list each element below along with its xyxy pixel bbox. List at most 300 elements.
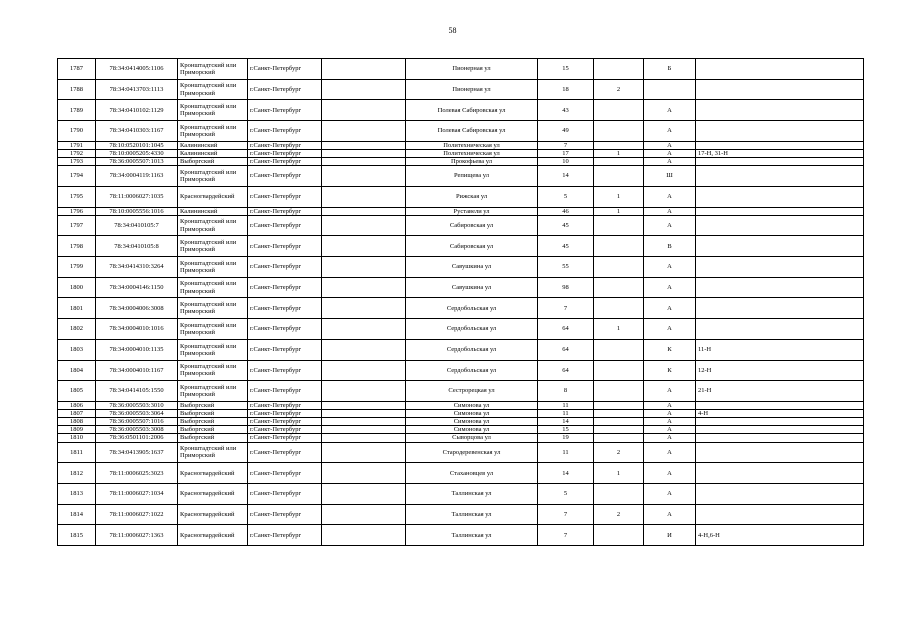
district-name: Кронштадтский или Приморский bbox=[178, 79, 248, 100]
cadastral-number: 78:34:0413703:1113 bbox=[96, 79, 178, 100]
blank-cell bbox=[322, 257, 406, 278]
row-number: 1803 bbox=[58, 339, 96, 360]
building-number: 2 bbox=[594, 504, 644, 525]
cadastral-number: 78:36:0005507:1016 bbox=[96, 418, 178, 426]
cadastral-number: 78:34:0004006:3008 bbox=[96, 298, 178, 319]
street-name: Пионерная ул bbox=[406, 59, 538, 80]
litera: А bbox=[644, 158, 696, 166]
blank-cell bbox=[322, 149, 406, 157]
blank-cell bbox=[322, 381, 406, 402]
district-name: Кронштадтский или Приморский bbox=[178, 257, 248, 278]
cadastral-number: 78:36:0501101:2006 bbox=[96, 434, 178, 442]
cadastral-number: 78:36:0005503:3010 bbox=[96, 401, 178, 409]
house-number: 55 bbox=[538, 257, 594, 278]
blank-cell bbox=[322, 339, 406, 360]
premises-number bbox=[696, 319, 864, 340]
premises-number: 12-Н bbox=[696, 360, 864, 381]
house-number: 49 bbox=[538, 121, 594, 142]
cadastral-number: 78:34:0414105:1550 bbox=[96, 381, 178, 402]
table-row bbox=[58, 434, 864, 442]
table-row bbox=[58, 149, 864, 157]
house-number: 43 bbox=[538, 100, 594, 121]
street-name: Полевая Сабировская ул bbox=[406, 100, 538, 121]
litera: А bbox=[644, 257, 696, 278]
city-name: г.Санкт-Петербург bbox=[248, 121, 322, 142]
litera: А bbox=[644, 504, 696, 525]
blank-cell bbox=[322, 121, 406, 142]
table-row bbox=[58, 463, 864, 484]
district-name: Красногвардейский bbox=[178, 463, 248, 484]
cadastral-number: 78:34:0414005:1106 bbox=[96, 59, 178, 80]
city-name: г.Санкт-Петербург bbox=[248, 166, 322, 187]
street-name: Репищева ул bbox=[406, 166, 538, 187]
table-row bbox=[58, 298, 864, 319]
street-name: Симонова ул bbox=[406, 426, 538, 434]
blank-cell bbox=[322, 410, 406, 418]
house-number: 45 bbox=[538, 236, 594, 257]
city-name: г.Санкт-Петербург bbox=[248, 434, 322, 442]
building-number bbox=[594, 525, 644, 546]
house-number: 7 bbox=[538, 141, 594, 149]
row-number: 1787 bbox=[58, 59, 96, 80]
premises-number bbox=[696, 298, 864, 319]
litera: А bbox=[644, 121, 696, 142]
street-name: Сыворцова ул bbox=[406, 434, 538, 442]
building-number bbox=[594, 298, 644, 319]
cadastral-number: 78:36:0005507:1013 bbox=[96, 158, 178, 166]
blank-cell bbox=[322, 298, 406, 319]
litera: Ш bbox=[644, 166, 696, 187]
district-name: Кронштадтский или Приморский bbox=[178, 319, 248, 340]
cadastral-number: 78:36:0005503:3008 bbox=[96, 426, 178, 434]
row-number: 1808 bbox=[58, 418, 96, 426]
house-number: 5 bbox=[538, 186, 594, 207]
district-name: Кронштадтский или Приморский bbox=[178, 339, 248, 360]
building-number bbox=[594, 236, 644, 257]
premises-number bbox=[696, 257, 864, 278]
cadastral-number: 78:34:0004146:1150 bbox=[96, 277, 178, 298]
row-number: 1789 bbox=[58, 100, 96, 121]
litera: А bbox=[644, 186, 696, 207]
street-name: Политехническая ул bbox=[406, 141, 538, 149]
premises-number bbox=[696, 426, 864, 434]
building-number: 1 bbox=[594, 463, 644, 484]
blank-cell bbox=[322, 215, 406, 236]
table-body bbox=[58, 59, 864, 546]
blank-cell bbox=[322, 442, 406, 463]
page-number: 58 bbox=[448, 26, 457, 35]
city-name: г.Санкт-Петербург bbox=[248, 298, 322, 319]
litera bbox=[644, 79, 696, 100]
row-number: 1793 bbox=[58, 158, 96, 166]
house-number: 14 bbox=[538, 418, 594, 426]
blank-cell bbox=[322, 525, 406, 546]
city-name: г.Санкт-Петербург bbox=[248, 277, 322, 298]
street-name: Стародеревенская ул bbox=[406, 442, 538, 463]
house-number: 11 bbox=[538, 401, 594, 409]
house-number: 18 bbox=[538, 79, 594, 100]
city-name: г.Санкт-Петербург bbox=[248, 339, 322, 360]
city-name: г.Санкт-Петербург bbox=[248, 504, 322, 525]
street-name: Сабировская ул bbox=[406, 215, 538, 236]
blank-cell bbox=[322, 186, 406, 207]
building-number bbox=[594, 166, 644, 187]
street-name: Сердобольская ул bbox=[406, 298, 538, 319]
city-name: г.Санкт-Петербург bbox=[248, 141, 322, 149]
cadastral-number: 78:34:0410105:8 bbox=[96, 236, 178, 257]
premises-number bbox=[696, 215, 864, 236]
house-number: 64 bbox=[538, 339, 594, 360]
premises-number bbox=[696, 463, 864, 484]
building-number bbox=[594, 59, 644, 80]
house-number: 11 bbox=[538, 410, 594, 418]
district-name: Кронштадтский или Приморский bbox=[178, 59, 248, 80]
cadastral-number: 78:34:0413905:1637 bbox=[96, 442, 178, 463]
city-name: г.Санкт-Петербург bbox=[248, 215, 322, 236]
house-number: 14 bbox=[538, 463, 594, 484]
city-name: г.Санкт-Петербург bbox=[248, 525, 322, 546]
table-row bbox=[58, 79, 864, 100]
building-number bbox=[594, 401, 644, 409]
litera: И bbox=[644, 525, 696, 546]
building-number bbox=[594, 426, 644, 434]
district-name: Выборгский bbox=[178, 401, 248, 409]
cadastral-number: 78:34:0410102:1129 bbox=[96, 100, 178, 121]
table-row bbox=[58, 215, 864, 236]
cadastral-number: 78:11:0006027:1035 bbox=[96, 186, 178, 207]
blank-cell bbox=[322, 418, 406, 426]
premises-number bbox=[696, 186, 864, 207]
house-number: 45 bbox=[538, 215, 594, 236]
table-row bbox=[58, 442, 864, 463]
district-name: Выборгский bbox=[178, 410, 248, 418]
district-name: Кронштадтский или Приморский bbox=[178, 298, 248, 319]
city-name: г.Санкт-Петербург bbox=[248, 381, 322, 402]
district-name: Калининский bbox=[178, 149, 248, 157]
table-row bbox=[58, 410, 864, 418]
litera: А bbox=[644, 149, 696, 157]
litera: В bbox=[644, 236, 696, 257]
cadastral-number: 78:10:0005205:4330 bbox=[96, 149, 178, 157]
premises-number bbox=[696, 236, 864, 257]
district-name: Кронштадтский или Приморский bbox=[178, 236, 248, 257]
litera: А bbox=[644, 319, 696, 340]
litera: А bbox=[644, 463, 696, 484]
building-number bbox=[594, 215, 644, 236]
premises-number bbox=[696, 59, 864, 80]
blank-cell bbox=[322, 463, 406, 484]
table-row bbox=[58, 121, 864, 142]
row-number: 1802 bbox=[58, 319, 96, 340]
street-name: Сабировская ул bbox=[406, 236, 538, 257]
blank-cell bbox=[322, 504, 406, 525]
blank-cell bbox=[322, 401, 406, 409]
street-name: Сердобольская ул bbox=[406, 360, 538, 381]
row-number: 1805 bbox=[58, 381, 96, 402]
city-name: г.Санкт-Петербург bbox=[248, 426, 322, 434]
premises-number: 11-Н bbox=[696, 339, 864, 360]
blank-cell bbox=[322, 277, 406, 298]
building-number bbox=[594, 381, 644, 402]
building-number: 1 bbox=[594, 207, 644, 215]
house-number: 19 bbox=[538, 434, 594, 442]
house-number: 64 bbox=[538, 360, 594, 381]
cadastral-number: 78:11:0006025:3023 bbox=[96, 463, 178, 484]
blank-cell bbox=[322, 158, 406, 166]
row-number: 1797 bbox=[58, 215, 96, 236]
district-name: Кронштадтский или Приморский bbox=[178, 100, 248, 121]
table-row bbox=[58, 339, 864, 360]
litera: А bbox=[644, 215, 696, 236]
district-name: Калининский bbox=[178, 141, 248, 149]
district-name: Красногвардейский bbox=[178, 186, 248, 207]
table-row bbox=[58, 319, 864, 340]
table-row bbox=[58, 166, 864, 187]
row-number: 1794 bbox=[58, 166, 96, 187]
house-number: 46 bbox=[538, 207, 594, 215]
premises-number bbox=[696, 121, 864, 142]
district-name: Красногвардейский bbox=[178, 504, 248, 525]
row-number: 1799 bbox=[58, 257, 96, 278]
house-number: 7 bbox=[538, 504, 594, 525]
city-name: г.Санкт-Петербург bbox=[248, 442, 322, 463]
district-name: Красногвардейский bbox=[178, 483, 248, 504]
table-row bbox=[58, 100, 864, 121]
district-name: Выборгский bbox=[178, 158, 248, 166]
cadastral-number: 78:11:0006027:1022 bbox=[96, 504, 178, 525]
row-number: 1792 bbox=[58, 149, 96, 157]
building-number bbox=[594, 434, 644, 442]
litera: А bbox=[644, 381, 696, 402]
building-number bbox=[594, 339, 644, 360]
district-name: Калининский bbox=[178, 207, 248, 215]
cadastral-number: 78:34:0410303:1167 bbox=[96, 121, 178, 142]
house-number: 64 bbox=[538, 319, 594, 340]
litera: К bbox=[644, 339, 696, 360]
house-number: 15 bbox=[538, 426, 594, 434]
cadastral-number: 78:11:0006027:1363 bbox=[96, 525, 178, 546]
table-row bbox=[58, 426, 864, 434]
house-number: 7 bbox=[538, 298, 594, 319]
premises-number bbox=[696, 442, 864, 463]
district-name: Кронштадтский или Приморский bbox=[178, 121, 248, 142]
table-row bbox=[58, 158, 864, 166]
premises-number bbox=[696, 277, 864, 298]
building-number: 1 bbox=[594, 319, 644, 340]
row-number: 1804 bbox=[58, 360, 96, 381]
table-row bbox=[58, 141, 864, 149]
table-row bbox=[58, 59, 864, 80]
city-name: г.Санкт-Петербург bbox=[248, 186, 322, 207]
house-number: 7 bbox=[538, 525, 594, 546]
litera: А bbox=[644, 100, 696, 121]
blank-cell bbox=[322, 59, 406, 80]
street-name: Симонова ул bbox=[406, 401, 538, 409]
row-number: 1809 bbox=[58, 426, 96, 434]
cadastral-number: 78:34:0414310:3264 bbox=[96, 257, 178, 278]
building-number bbox=[594, 277, 644, 298]
city-name: г.Санкт-Петербург bbox=[248, 100, 322, 121]
row-number: 1800 bbox=[58, 277, 96, 298]
building-number bbox=[594, 483, 644, 504]
blank-cell bbox=[322, 483, 406, 504]
row-number: 1801 bbox=[58, 298, 96, 319]
row-number: 1815 bbox=[58, 525, 96, 546]
city-name: г.Санкт-Петербург bbox=[248, 401, 322, 409]
litera: Б bbox=[644, 59, 696, 80]
district-name: Красногвардейский bbox=[178, 525, 248, 546]
litera: А bbox=[644, 483, 696, 504]
street-name: Рижская ул bbox=[406, 186, 538, 207]
litera: А bbox=[644, 298, 696, 319]
table-row bbox=[58, 257, 864, 278]
table-row bbox=[58, 525, 864, 546]
row-number: 1791 bbox=[58, 141, 96, 149]
litera: К bbox=[644, 360, 696, 381]
table-row bbox=[58, 277, 864, 298]
street-name: Таллинская ул bbox=[406, 483, 538, 504]
cadastral-number: 78:36:0005503:3064 bbox=[96, 410, 178, 418]
blank-cell bbox=[322, 319, 406, 340]
street-name: Пионерная ул bbox=[406, 79, 538, 100]
litera: А bbox=[644, 277, 696, 298]
city-name: г.Санкт-Петербург bbox=[248, 207, 322, 215]
premises-number bbox=[696, 141, 864, 149]
building-number: 1 bbox=[594, 149, 644, 157]
premises-number bbox=[696, 166, 864, 187]
house-number: 98 bbox=[538, 277, 594, 298]
city-name: г.Санкт-Петербург bbox=[248, 418, 322, 426]
table-row bbox=[58, 418, 864, 426]
building-number bbox=[594, 257, 644, 278]
house-number: 5 bbox=[538, 483, 594, 504]
house-number: 17 bbox=[538, 149, 594, 157]
district-name: Выборгский bbox=[178, 426, 248, 434]
premises-number bbox=[696, 401, 864, 409]
city-name: г.Санкт-Петербург bbox=[248, 79, 322, 100]
row-number: 1814 bbox=[58, 504, 96, 525]
street-name: Сердобольская ул bbox=[406, 319, 538, 340]
blank-cell bbox=[322, 236, 406, 257]
table-row bbox=[58, 401, 864, 409]
row-number: 1796 bbox=[58, 207, 96, 215]
row-number: 1798 bbox=[58, 236, 96, 257]
building-number bbox=[594, 410, 644, 418]
row-number: 1795 bbox=[58, 186, 96, 207]
litera: А bbox=[644, 401, 696, 409]
city-name: г.Санкт-Петербург bbox=[248, 236, 322, 257]
city-name: г.Санкт-Петербург bbox=[248, 360, 322, 381]
blank-cell bbox=[322, 100, 406, 121]
table-row bbox=[58, 483, 864, 504]
city-name: г.Санкт-Петербург bbox=[248, 463, 322, 484]
city-name: г.Санкт-Петербург bbox=[248, 483, 322, 504]
street-name: Савушкина ул bbox=[406, 277, 538, 298]
cadastral-number: 78:34:0004010:1167 bbox=[96, 360, 178, 381]
street-name: Политехническая ул bbox=[406, 149, 538, 157]
row-number: 1788 bbox=[58, 79, 96, 100]
blank-cell bbox=[322, 141, 406, 149]
district-name: Кронштадтский или Приморский bbox=[178, 360, 248, 381]
district-name: Кронштадтский или Приморский bbox=[178, 215, 248, 236]
building-number: 1 bbox=[594, 186, 644, 207]
street-name: Симонова ул bbox=[406, 410, 538, 418]
building-number: 2 bbox=[594, 79, 644, 100]
street-name: Таллинская ул bbox=[406, 504, 538, 525]
blank-cell bbox=[322, 79, 406, 100]
street-name: Симонова ул bbox=[406, 418, 538, 426]
premises-number: 17-Н, 31-Н bbox=[696, 149, 864, 157]
row-number: 1790 bbox=[58, 121, 96, 142]
premises-number bbox=[696, 483, 864, 504]
district-name: Кронштадтский или Приморский bbox=[178, 166, 248, 187]
building-number bbox=[594, 158, 644, 166]
table-row bbox=[58, 360, 864, 381]
cadastral-number: 78:34:0004119:1163 bbox=[96, 166, 178, 187]
city-name: г.Санкт-Петербург bbox=[248, 410, 322, 418]
premises-number: 4-Н,6-Н bbox=[696, 525, 864, 546]
blank-cell bbox=[322, 166, 406, 187]
row-number: 1807 bbox=[58, 410, 96, 418]
row-number: 1811 bbox=[58, 442, 96, 463]
premises-number bbox=[696, 504, 864, 525]
city-name: г.Санкт-Петербург bbox=[248, 59, 322, 80]
litera: А bbox=[644, 141, 696, 149]
street-name: Сестрорецкая ул bbox=[406, 381, 538, 402]
cadastral-number: 78:10:0005556:1016 bbox=[96, 207, 178, 215]
building-number bbox=[594, 418, 644, 426]
property-registry-table bbox=[57, 58, 864, 546]
premises-number bbox=[696, 207, 864, 215]
blank-cell bbox=[322, 434, 406, 442]
cadastral-number: 78:34:0410105:7 bbox=[96, 215, 178, 236]
row-number: 1813 bbox=[58, 483, 96, 504]
city-name: г.Санкт-Петербург bbox=[248, 319, 322, 340]
street-name: Савушкина ул bbox=[406, 257, 538, 278]
street-name: Стахановцев ул bbox=[406, 463, 538, 484]
table-row bbox=[58, 236, 864, 257]
premises-number: 21-Н bbox=[696, 381, 864, 402]
litera: А bbox=[644, 442, 696, 463]
street-name: Прокофьева ул bbox=[406, 158, 538, 166]
district-name: Выборгский bbox=[178, 434, 248, 442]
cadastral-number: 78:11:0006027:1034 bbox=[96, 483, 178, 504]
house-number: 10 bbox=[538, 158, 594, 166]
cadastral-number: 78:34:0004010:1016 bbox=[96, 319, 178, 340]
blank-cell bbox=[322, 360, 406, 381]
premises-number: 4-Н bbox=[696, 410, 864, 418]
litera: А bbox=[644, 410, 696, 418]
building-number bbox=[594, 100, 644, 121]
litera: А bbox=[644, 418, 696, 426]
blank-cell bbox=[322, 207, 406, 215]
table-row bbox=[58, 186, 864, 207]
city-name: г.Санкт-Петербург bbox=[248, 149, 322, 157]
premises-number bbox=[696, 158, 864, 166]
premises-number bbox=[696, 100, 864, 121]
building-number bbox=[594, 360, 644, 381]
house-number: 15 bbox=[538, 59, 594, 80]
district-name: Кронштадтский или Приморский bbox=[178, 277, 248, 298]
building-number bbox=[594, 121, 644, 142]
street-name: Полевая Сабировская ул bbox=[406, 121, 538, 142]
city-name: г.Санкт-Петербург bbox=[248, 257, 322, 278]
district-name: Кронштадтский или Приморский bbox=[178, 381, 248, 402]
street-name: Руставели ул bbox=[406, 207, 538, 215]
house-number: 11 bbox=[538, 442, 594, 463]
row-number: 1806 bbox=[58, 401, 96, 409]
premises-number bbox=[696, 79, 864, 100]
